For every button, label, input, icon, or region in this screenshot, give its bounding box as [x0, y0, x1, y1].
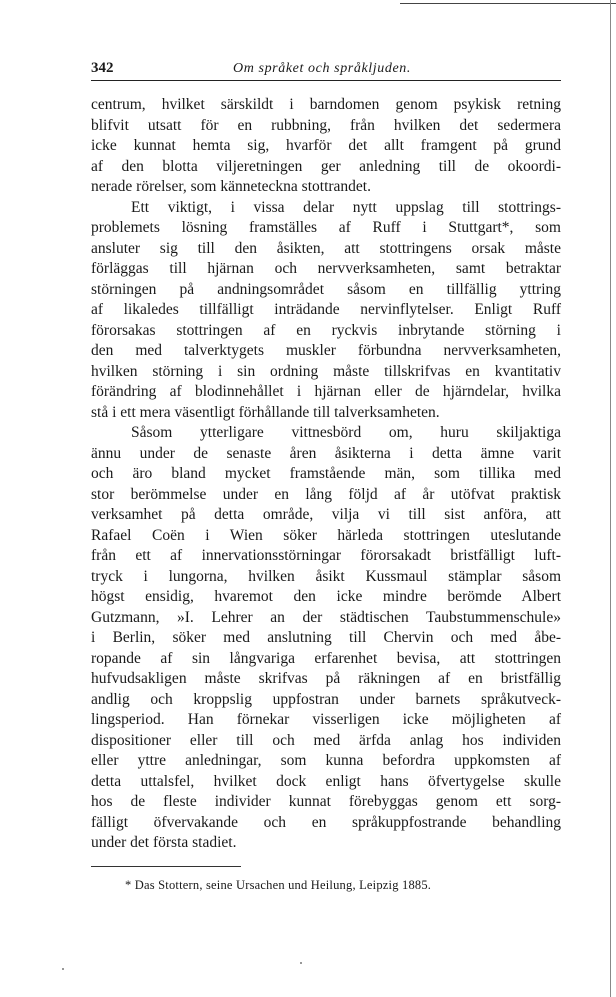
text-line: hvilken störning i sin ordning måste tillskrifvas en kvantitativ: [91, 362, 561, 380]
text-line: Rafael Coën i Wien söker härleda stottringen uteslutande: [91, 526, 561, 544]
text-line: af likaledes tillfälligt inträdande nervinflytelser. Enligt Ruff: [91, 301, 561, 318]
text-line: Gutzmann, »I. Lehrer an der städtischen Taubstummenschule»: [91, 608, 561, 626]
text-line: hufvudsakligen måste skrifvas på räkningen af en bristfällig: [91, 670, 561, 687]
header-rule: [91, 80, 561, 81]
running-title: Om språket och språkljuden.: [233, 61, 411, 76]
text-line: lingsperiod. Han förnekar visserligen icke möjligheten af: [91, 711, 561, 728]
text-line: förläggas till hjärnan och nervverksamheten, samt betraktar: [91, 260, 561, 277]
text-line: eller yttre anledningar, som kunna befordra uppkomsten af: [91, 752, 561, 769]
text-line: ansluter sig till den åsikten, att stottringens orsak måste: [91, 239, 561, 257]
scan-speck: [62, 968, 64, 970]
text-line: hos de fleste individer kunnat förebyggas genom ett sorg-: [91, 793, 561, 810]
text-line: nerade rörelser, som känneteckna stottrandet.: [91, 178, 371, 195]
footnote: * Das Stottern, seine Ursachen und Heilung, Leipzig 1885.: [125, 878, 432, 892]
text-line: fälligt öfvervakande och en språkuppfostrande behandling: [91, 813, 561, 831]
text-line: icke kunnat hemta sig, hvarför det allt framgent på grund: [91, 137, 561, 154]
text-line: från ett af innervationsstörningar förorsakadt bristfälligt luft-: [91, 547, 561, 564]
text-line: centrum, hvilket särskildt i barndomen genom psykisk retning: [91, 96, 561, 113]
text-line: ännu under de senaste åren åsikterna i detta ämne varit: [91, 444, 561, 462]
text-line: stor berömmelse under en lång följd af år utöfvat praktisk: [91, 485, 561, 503]
text-line: dispositioner eller till och med ärfda anlag hos individen: [91, 731, 561, 749]
page-number: 342: [91, 60, 114, 76]
text-line: blifvit utsatt för en rubbning, från hvilken det sedermera: [91, 116, 561, 134]
text-line: under det första stadiet.: [91, 834, 237, 851]
text-line: och äro bland mycket framstående män, som tillika med: [91, 465, 561, 482]
text-line: andlig och kroppslig uppfostran under barnets språkutveck-: [91, 690, 561, 708]
text-line: af den blotta viljeretningen ger anledning till de okoordi-: [91, 157, 561, 175]
text-line: problemets lösning framställes af Ruff i Stuttgart*, som: [91, 219, 561, 236]
text-line: stå i ett mera väsentligt förhållande till talverksamheten.: [91, 403, 440, 421]
body-text: [91, 95, 561, 854]
text-line: ropande af sin långvariga erfarenhet bevisa, att stottringen: [91, 649, 561, 667]
text-line: störningen på andningsområdet såsom en tillfällig yttring: [91, 280, 561, 298]
text-line: förorsakas stottringen af en ryckvis inbrytande störning i: [91, 321, 561, 339]
footnote-rule: [91, 866, 241, 867]
text-line: i Berlin, söker med anslutning till Chervin och med åbe-: [91, 629, 561, 646]
text-line: verksamhet på detta område, vilja vi till sist anföra, att: [91, 506, 561, 523]
text-line: Såsom ytterligare vittnesbörd om, huru skiljaktiga: [131, 424, 561, 441]
text-line: Ett viktigt, i vissa delar nytt uppslag till stottrings-: [131, 198, 561, 216]
page-header: [91, 60, 561, 80]
text-line: detta uttalsfel, hvilket dock enligt hans öfvertygelse skulle: [91, 772, 561, 790]
scan-speck: [300, 962, 302, 964]
text-line: tryck i lungorna, hvilken åsikt Kussmaul stämplar såsom: [91, 567, 561, 585]
page-edge-line: [610, 0, 611, 997]
top-edge-rule: [400, 3, 616, 4]
text-line: den med talverktygets muskler förbundna nervverksamheten,: [91, 342, 561, 359]
text-line: förändring af blodinnehållet i hjärnan eller de hjärndelar, hvilka: [91, 383, 561, 400]
text-line: högst ensidig, hvaremot den icke mindre berömde Albert: [91, 588, 561, 605]
